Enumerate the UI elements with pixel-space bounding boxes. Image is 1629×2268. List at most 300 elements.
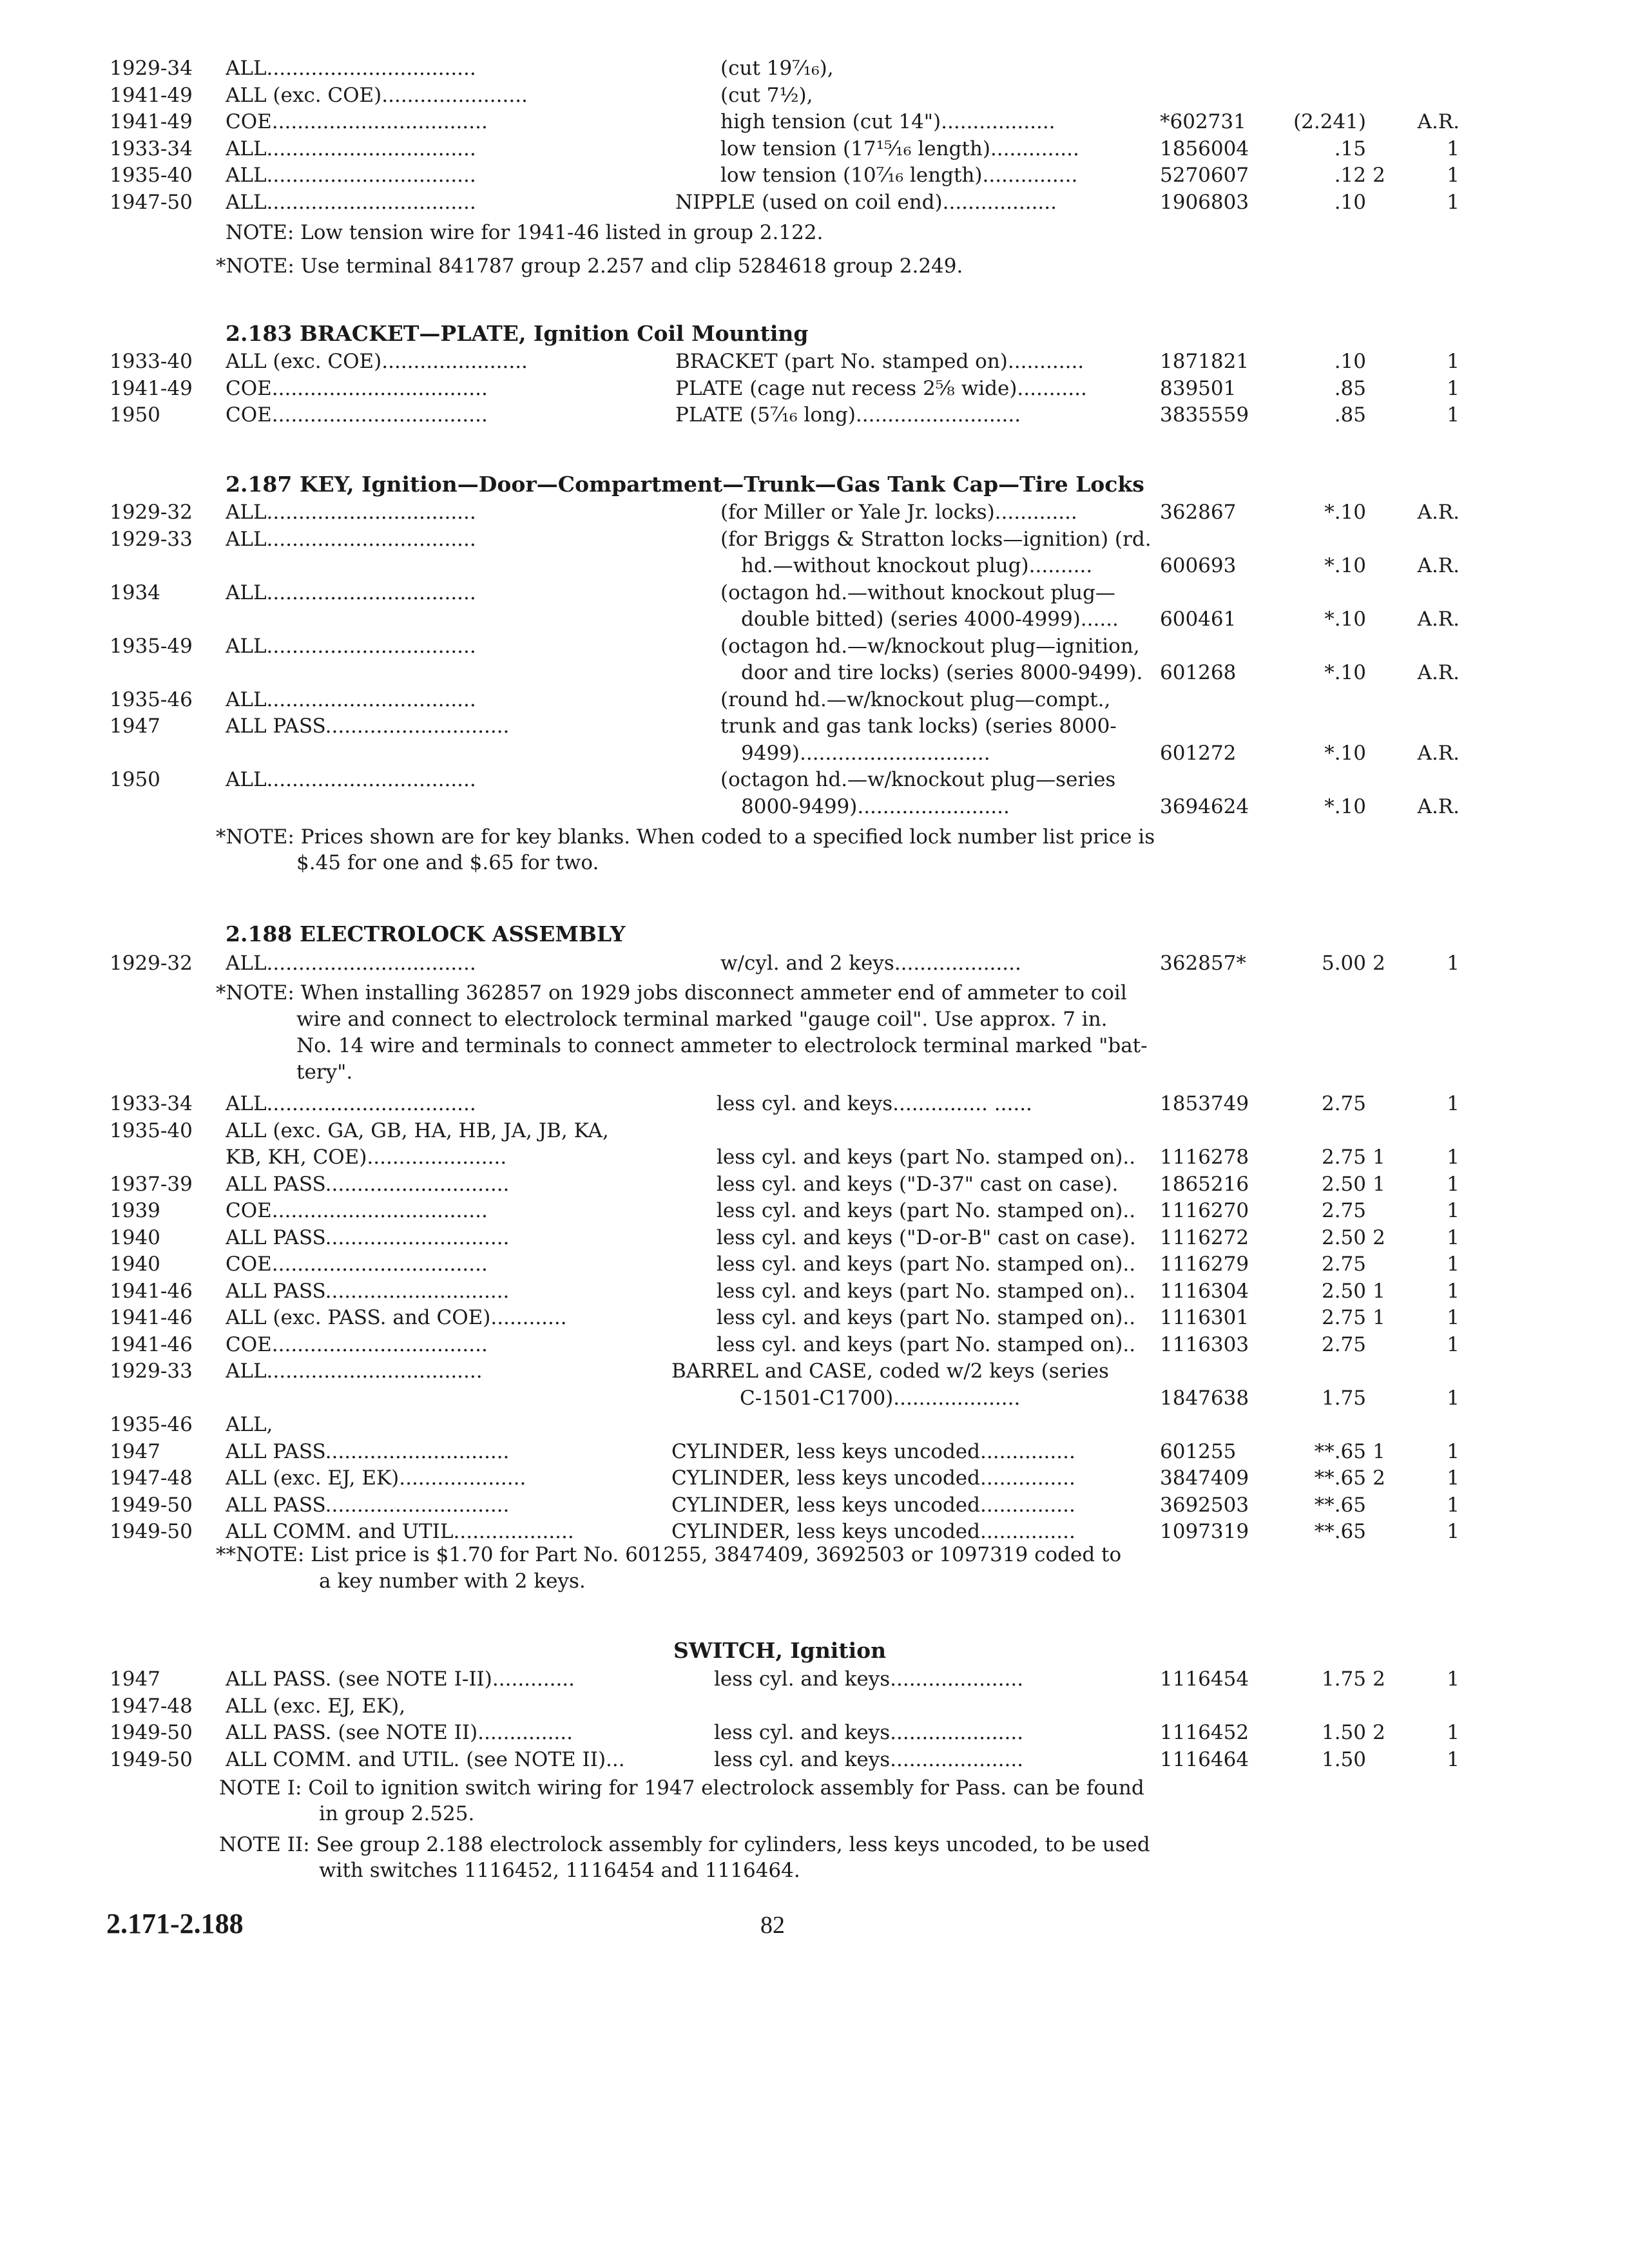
price-cell: .12 [1334, 164, 1366, 187]
model-cell: ALL................................. [226, 57, 476, 80]
part-number-cell: 3835559 [1160, 403, 1249, 427]
price-cell: *.10 [1324, 742, 1366, 765]
note-text: **NOTE: List price is $1.70 for Part No. 601255, 3847409, 3692503 or 1097319 coded to [216, 1543, 1122, 1566]
description-cell: CYLINDER, less keys uncoded............... [671, 1494, 1075, 1517]
model-cell: COE.................................. [226, 1253, 488, 1276]
qty-car-cell [1369, 1331, 1389, 1358]
price-cell: 2.75 [1321, 1253, 1366, 1276]
qty-pack-cell: 1 [1447, 1387, 1460, 1410]
price-cell: *.10 [1324, 608, 1366, 631]
table-row [0, 375, 1629, 402]
year-cell: 1941-49 [110, 377, 193, 400]
part-number-cell [1160, 82, 1276, 109]
price-cell [1282, 713, 1366, 740]
model-cell [226, 1385, 644, 1412]
part-number-cell: 1116454 [1160, 1667, 1249, 1691]
part-number-cell: 600693 [1160, 554, 1237, 577]
page-number: 82 [760, 1912, 785, 1939]
table-row [0, 606, 1629, 633]
price-cell: 2.75 [1321, 1333, 1366, 1356]
part-number-cell: 362867 [1160, 501, 1237, 524]
year-cell: 1935-46 [110, 1413, 193, 1436]
year-cell: 1935-46 [110, 688, 193, 711]
qty-pack-cell [1395, 686, 1460, 713]
year-cell: 1929-34 [110, 57, 193, 80]
part-number-cell: 362857* [1160, 952, 1246, 975]
price-cell [1282, 766, 1366, 793]
model-cell: ALL................................. [226, 688, 476, 711]
price-cell: **.65 [1314, 1466, 1366, 1490]
price-cell: **.65 [1314, 1494, 1366, 1517]
price-cell [1282, 55, 1366, 82]
note-text: $.45 for one and $.65 for two. [296, 851, 599, 874]
model-cell: ALL PASS............................. [226, 1226, 510, 1249]
model-cell: ALL (exc. PASS. and COE)............ [226, 1306, 567, 1329]
price-cell: .10 [1334, 191, 1366, 214]
qty-pack-cell [1395, 1358, 1460, 1385]
table-row [0, 135, 1629, 162]
part-number-cell [1160, 1693, 1276, 1720]
price-cell [1282, 579, 1366, 606]
note-text: No. 14 wire and terminals to connect ammeter to electrolock terminal marked "bat- [296, 1034, 1148, 1057]
year-cell [110, 659, 219, 686]
table-row [0, 1411, 1629, 1438]
qty-car-cell [1369, 1411, 1389, 1438]
qty-car-cell [1369, 348, 1389, 375]
year-cell: 1934 [110, 581, 160, 604]
part-number-cell [1160, 686, 1276, 713]
part-number-cell [1160, 713, 1276, 740]
price-cell [1282, 633, 1366, 660]
model-cell: ALL................................. [226, 635, 476, 658]
note-text: *NOTE: When installing 362857 on 1929 jobs disconnect ammeter end of ammeter to coil [216, 981, 1127, 1004]
qty-pack-cell: A.R. [1417, 608, 1460, 631]
year-cell: 1933-34 [110, 137, 193, 160]
description-cell [717, 1117, 1232, 1144]
price-cell: .10 [1334, 350, 1366, 373]
description-cell: trunk and gas tank locks) (series 8000- [720, 715, 1117, 738]
description-cell [717, 1411, 1232, 1438]
table-row [0, 1693, 1629, 1720]
qty-pack-cell: 1 [1447, 377, 1460, 400]
price-cell: 2.75 [1321, 1092, 1366, 1115]
year-cell: 1949-50 [110, 1721, 193, 1744]
qty-car-cell [1369, 766, 1389, 793]
qty-pack-cell: 1 [1447, 403, 1460, 427]
price-cell: *.10 [1324, 554, 1366, 577]
year-cell [110, 793, 219, 820]
section-range: 2.171-2.188 [106, 1908, 244, 1939]
part-number-cell: 1116301 [1160, 1306, 1249, 1329]
model-cell: ALL, [226, 1413, 273, 1436]
price-cell: 1.50 [1321, 1721, 1366, 1744]
qty-car-cell [1369, 633, 1389, 660]
model-cell: ALL (exc. EJ, EK).................... [226, 1466, 526, 1490]
table-row [0, 552, 1629, 579]
description-cell: 8000-9499)........................ [741, 795, 1010, 818]
model-cell [226, 659, 644, 686]
note-text: tery". [296, 1061, 353, 1084]
model-cell: COE.................................. [226, 403, 488, 427]
qty-pack-cell [1395, 633, 1460, 660]
description-cell: (for Briggs & Stratton locks—ignition) (rd. [720, 528, 1152, 551]
qty-pack-cell: 1 [1447, 1253, 1460, 1276]
part-number-cell: 1116270 [1160, 1199, 1249, 1222]
qty-car-cell [1369, 1385, 1389, 1412]
qty-pack-cell [1395, 1117, 1460, 1144]
model-cell: ALL................................. [226, 1092, 476, 1115]
description-cell: (octagon hd.—w/knockout plug—ignition, [720, 635, 1140, 658]
description-cell: low tension (10⁷⁄₁₆ length)............... [720, 164, 1078, 187]
note-text: in group 2.525. [319, 1802, 475, 1825]
part-number-cell: 1853749 [1160, 1092, 1249, 1115]
part-number-cell: 1116303 [1160, 1333, 1249, 1356]
qty-pack-cell: 1 [1447, 164, 1460, 187]
qty-pack-cell [1395, 526, 1460, 553]
year-cell: 1949-50 [110, 1494, 193, 1517]
qty-pack-cell: 1 [1447, 1520, 1460, 1543]
table-row [0, 1090, 1629, 1117]
year-cell: 1947 [110, 1667, 160, 1691]
part-number-cell [1160, 1117, 1276, 1144]
year-cell [110, 1144, 219, 1171]
part-number-cell: 3692503 [1160, 1494, 1249, 1517]
model-cell: COE.................................. [226, 1333, 488, 1356]
model-cell: ALL................................. [226, 768, 476, 791]
description-cell: (octagon hd.—without knockout plug— [720, 581, 1115, 604]
model-cell: ALL................................. [226, 191, 476, 214]
part-number-cell: 1865216 [1160, 1173, 1249, 1196]
qty-car-cell [1369, 1090, 1389, 1117]
price-cell [1282, 1117, 1366, 1144]
table-row [0, 633, 1629, 660]
qty-car-cell [1369, 189, 1389, 216]
table-row [0, 108, 1629, 135]
description-cell: high tension (cut 14").................. [720, 110, 1055, 133]
description-cell: less cyl. and keys..................... [714, 1748, 1024, 1771]
part-number-cell: 600461 [1160, 608, 1237, 631]
qty-car-cell [1369, 740, 1389, 767]
model-cell: ALL................................. [226, 528, 476, 551]
price-cell: 2.75 [1321, 1199, 1366, 1222]
part-number-cell: 601268 [1160, 661, 1237, 684]
part-number-cell: 1116452 [1160, 1721, 1249, 1744]
description-cell [714, 1693, 1229, 1720]
model-cell [226, 740, 644, 767]
part-number-cell: 1097319 [1160, 1520, 1249, 1543]
year-cell: 1937-39 [110, 1173, 193, 1196]
qty-pack-cell: A.R. [1417, 795, 1460, 818]
price-cell [1282, 1693, 1366, 1720]
year-cell [110, 552, 219, 579]
qty-car-cell [1369, 579, 1389, 606]
qty-car-cell [1369, 1197, 1389, 1224]
table-row [0, 1492, 1629, 1519]
table-row [0, 766, 1629, 793]
section-number: 2.187 [226, 472, 293, 497]
year-cell: 1947 [110, 715, 160, 738]
year-cell: 1935-49 [110, 635, 193, 658]
description-cell: low tension (17¹⁵⁄₁₆ length).............. [720, 137, 1079, 160]
table-row [0, 1304, 1629, 1331]
description-cell: less cyl. and keys (part No. stamped on).. [717, 1253, 1136, 1276]
year-cell: 1940 [110, 1226, 160, 1249]
table-row [0, 82, 1629, 109]
price-cell [1282, 686, 1366, 713]
qty-pack-cell: 1 [1447, 137, 1460, 160]
qty-car-cell [1369, 1251, 1389, 1278]
model-cell: ALL (exc. EJ, EK), [226, 1695, 406, 1718]
year-cell: 1950 [110, 768, 160, 791]
price-cell: 1.75 [1321, 1387, 1366, 1410]
qty-pack-cell [1395, 1693, 1460, 1720]
qty-car-cell [1369, 713, 1389, 740]
price-cell: .15 [1334, 137, 1366, 160]
year-cell: 1949-50 [110, 1748, 193, 1771]
qty-pack-cell: 1 [1447, 191, 1460, 214]
description-cell: CYLINDER, less keys uncoded............... [671, 1440, 1075, 1463]
part-number-cell: 1871821 [1160, 350, 1249, 373]
part-number-cell: *602731 [1160, 110, 1246, 133]
price-cell: 2.50 [1321, 1226, 1366, 1249]
table-row [0, 579, 1629, 606]
part-number-cell: 601255 [1160, 1440, 1237, 1463]
qty-car-cell [1369, 375, 1389, 402]
description-cell: BARREL and CASE, coded w/2 keys (series [671, 1360, 1109, 1383]
description-cell: less cyl. and keys (part No. stamped on).. [717, 1280, 1136, 1303]
part-number-cell: 1116278 [1160, 1146, 1249, 1169]
qty-car-cell [1369, 1117, 1389, 1144]
year-cell: 1941-46 [110, 1333, 193, 1356]
qty-pack-cell: 1 [1447, 1721, 1460, 1744]
price-cell: 2.75 [1321, 1146, 1366, 1169]
part-number-cell: 1116279 [1160, 1253, 1249, 1276]
table-row [0, 1385, 1629, 1412]
description-cell: less cyl. and keys (part No. stamped on).. [717, 1199, 1136, 1222]
qty-car-cell [1369, 1492, 1389, 1519]
qty-pack-cell: 1 [1447, 1199, 1460, 1222]
model-cell: ALL................................. [226, 581, 476, 604]
description-cell: (cut 19⁷⁄₁₆), [720, 57, 834, 80]
price-cell: **.65 [1314, 1520, 1366, 1543]
description-cell: BRACKET (part No. stamped on)............ [675, 350, 1084, 373]
model-cell: ALL PASS. (see NOTE II)............... [226, 1721, 573, 1744]
qty-pack-cell [1395, 766, 1460, 793]
qty-car-cell [1369, 1518, 1389, 1545]
description-cell: less cyl. and keys ("D-or-B" cast on case). [717, 1226, 1136, 1249]
qty-car-cell [1369, 1693, 1389, 1720]
part-number-cell: 3694624 [1160, 795, 1249, 818]
description-cell: C-1501-C1700).................... [740, 1387, 1021, 1410]
qty-pack-cell: 1 [1447, 952, 1460, 975]
note-text: NOTE: Low tension wire for 1941-46 listed in group 2.122. [226, 221, 824, 244]
price-cell: 1.50 [1321, 1748, 1366, 1771]
note-text: *NOTE: Prices shown are for key blanks. When coded to a specified lock number list price is [216, 825, 1155, 849]
qty-pack-cell: 1 [1447, 1226, 1460, 1249]
part-number-cell [1160, 766, 1276, 793]
table-row [0, 740, 1629, 767]
qty-car-cell [1369, 1358, 1389, 1385]
qty-pack-cell [1395, 713, 1460, 740]
price-cell [1282, 526, 1366, 553]
qty-pack-cell: A.R. [1417, 742, 1460, 765]
description-cell: CYLINDER, less keys uncoded............... [671, 1520, 1075, 1543]
qty-car-cell [1369, 606, 1389, 633]
table-row [0, 1197, 1629, 1224]
year-cell: 1941-46 [110, 1280, 193, 1303]
qty-pack-cell: A.R. [1417, 661, 1460, 684]
part-number-cell [1160, 526, 1276, 553]
table-row [0, 1331, 1629, 1358]
section-heading [226, 470, 1144, 499]
qty-pack-cell: 1 [1447, 1306, 1460, 1329]
price-cell: 2.50 [1321, 1280, 1366, 1303]
model-cell: ALL PASS. (see NOTE I-II)............. [226, 1667, 575, 1691]
part-number-cell: 1847638 [1160, 1387, 1249, 1410]
table-row [0, 162, 1629, 189]
qty-car-cell [1369, 526, 1389, 553]
qty-car-cell [1369, 793, 1389, 820]
part-number-cell: 1116304 [1160, 1280, 1249, 1303]
qty-pack-cell: 1 [1447, 1667, 1460, 1691]
price-cell: (2.241) [1293, 110, 1366, 133]
year-cell: 1929-33 [110, 1360, 193, 1383]
table-row [0, 348, 1629, 375]
year-cell: 1947 [110, 1440, 160, 1463]
model-cell: COE.................................. [226, 110, 488, 133]
qty-pack-cell: 1 [1447, 1466, 1460, 1490]
qty-car-cell: 1 [1373, 1306, 1385, 1329]
section-heading [673, 1637, 886, 1665]
table-row [0, 686, 1629, 713]
table-row [0, 1224, 1629, 1251]
price-cell [1282, 1411, 1366, 1438]
table-row [0, 1251, 1629, 1278]
year-cell: 1941-49 [110, 84, 193, 107]
qty-pack-cell: 1 [1447, 1748, 1460, 1771]
model-cell: ALL................................. [226, 164, 476, 187]
table-row [0, 1358, 1629, 1385]
price-cell: 5.00 [1321, 952, 1366, 975]
price-cell: **.65 [1314, 1440, 1366, 1463]
year-cell: 1947-50 [110, 191, 193, 214]
qty-car-cell [1369, 135, 1389, 162]
year-cell [110, 606, 219, 633]
part-number-cell: 1856004 [1160, 137, 1249, 160]
description-cell: 9499).............................. [741, 742, 990, 765]
description-cell: (for Miller or Yale Jr. locks)............. [720, 501, 1077, 524]
model-cell: ALL PASS............................. [226, 715, 510, 738]
part-number-cell [1160, 1411, 1276, 1438]
year-cell: 1929-32 [110, 501, 193, 524]
qty-pack-cell: A.R. [1417, 110, 1460, 133]
year-cell: 1939 [110, 1199, 160, 1222]
qty-car-cell: 2 [1373, 952, 1385, 975]
note-text: wire and connect to electrolock terminal marked "gauge coil". Use approx. 7 in. [296, 1008, 1108, 1031]
model-cell: ALL PASS............................. [226, 1173, 510, 1196]
qty-car-cell [1369, 659, 1389, 686]
model-cell: KB, KH, COE)...................... [226, 1146, 507, 1169]
description-cell: CYLINDER, less keys uncoded............... [671, 1466, 1075, 1490]
qty-pack-cell: 1 [1447, 1092, 1460, 1115]
year-cell: 1941-49 [110, 110, 193, 133]
part-number-cell [1160, 579, 1276, 606]
part-number-cell [1160, 55, 1276, 82]
description-cell: PLATE (cage nut recess 2⅝ wide)........... [675, 377, 1087, 400]
table-row [0, 1171, 1629, 1198]
qty-car-cell [1369, 1746, 1389, 1773]
price-cell: .85 [1334, 403, 1366, 427]
model-cell: ALL COMM. and UTIL................... [226, 1520, 574, 1543]
year-cell: 1949-50 [110, 1520, 193, 1543]
price-cell: *.10 [1324, 501, 1366, 524]
price-cell: .85 [1334, 377, 1366, 400]
year-cell: 1933-34 [110, 1092, 193, 1115]
qty-pack-cell: 1 [1447, 1280, 1460, 1303]
section-title: SWITCH, Ignition [673, 1638, 887, 1663]
model-cell: ALL PASS............................. [226, 1440, 510, 1463]
price-cell: 1.75 [1321, 1667, 1366, 1691]
qty-car-cell: 2 [1373, 1226, 1385, 1249]
table-row [0, 659, 1629, 686]
model-cell: ALL................................. [226, 137, 476, 160]
model-cell: COE.................................. [226, 1199, 488, 1222]
qty-car-cell: 1 [1373, 1440, 1385, 1463]
table-row [0, 1465, 1629, 1492]
year-cell: 1941-46 [110, 1306, 193, 1329]
price-cell [1282, 82, 1366, 109]
table-row [0, 1666, 1629, 1693]
note-text: a key number with 2 keys. [319, 1570, 586, 1593]
model-cell: ALL (exc. GA, GB, HA, HB, JA, JB, KA, [226, 1119, 609, 1142]
qty-pack-cell [1395, 1411, 1460, 1438]
year-cell: 1935-40 [110, 164, 193, 187]
model-cell: ALL (exc. COE)....................... [226, 350, 528, 373]
description-cell: less cyl. and keys..................... [714, 1721, 1024, 1744]
section-title: ELECTROLOCK ASSEMBLY [299, 921, 626, 947]
table-row [0, 189, 1629, 216]
description-cell: hd.—without knockout plug).......... [741, 554, 1093, 577]
section-number: 2.188 [226, 921, 293, 947]
description-cell: door and tire locks) (series 8000-9499). [741, 661, 1143, 684]
year-cell [110, 740, 219, 767]
price-cell: *.10 [1324, 661, 1366, 684]
section-heading [226, 920, 626, 948]
note-text: with switches 1116452, 1116454 and 1116464. [319, 1859, 800, 1882]
part-number-cell: 1116272 [1160, 1226, 1249, 1249]
qty-car-cell [1369, 82, 1389, 109]
table-row [0, 713, 1629, 740]
year-cell: 1933-40 [110, 350, 193, 373]
table-row [0, 1278, 1629, 1305]
price-cell: 2.75 [1321, 1306, 1366, 1329]
qty-pack-cell: 1 [1447, 350, 1460, 373]
part-number-cell: 3847409 [1160, 1466, 1249, 1490]
table-row [0, 1746, 1629, 1773]
qty-pack-cell: 1 [1447, 1173, 1460, 1196]
table-row [0, 1117, 1629, 1144]
qty-pack-cell: 1 [1447, 1440, 1460, 1463]
year-cell: 1940 [110, 1253, 160, 1276]
qty-car-cell: 2 [1373, 1667, 1385, 1691]
model-cell: COE.................................. [226, 377, 488, 400]
description-cell: (octagon hd.—w/knockout plug—series [720, 768, 1116, 791]
table-row [0, 1144, 1629, 1171]
year-cell [110, 1385, 219, 1412]
model-cell: ALL................................. [226, 952, 476, 975]
description-cell: less cyl. and keys ("D-37" cast on case). [717, 1173, 1119, 1196]
qty-car-cell [1369, 686, 1389, 713]
